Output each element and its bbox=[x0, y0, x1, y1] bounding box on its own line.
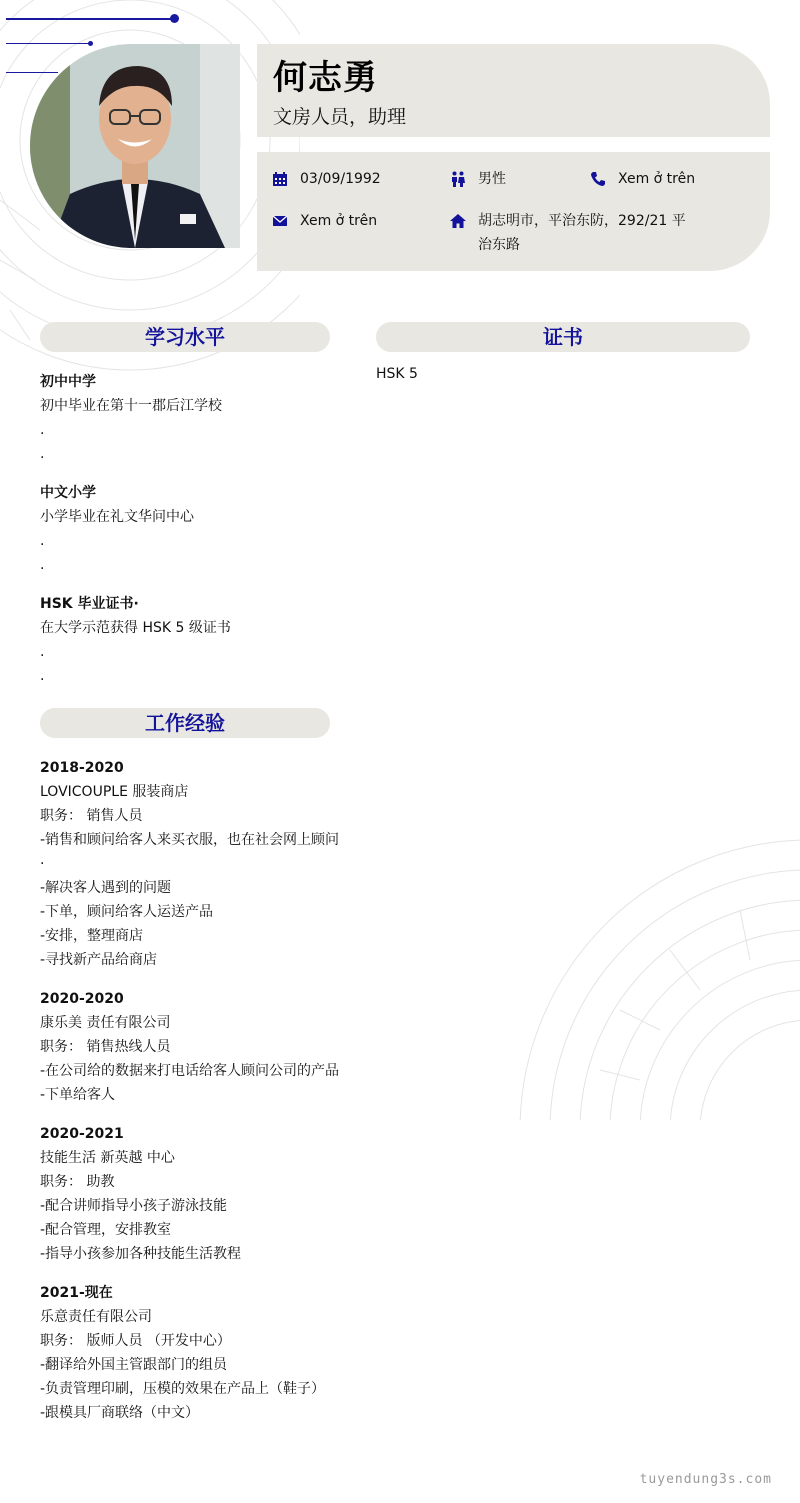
experience-entry-line: -下单，顾问给客人运送产品 bbox=[40, 904, 214, 920]
experience-entry-line: 职务： 版师人员 （开发中心） bbox=[40, 1333, 231, 1349]
experience-entry-title: 2021-现在 bbox=[40, 1285, 113, 1301]
decorative-line bbox=[6, 18, 172, 20]
experience-entry-line: 乐意责任有限公司 bbox=[40, 1309, 152, 1325]
education-entry-title: HSK 毕业证书· bbox=[40, 596, 139, 612]
envelope-icon bbox=[272, 213, 288, 229]
full-name: 何志勇 bbox=[273, 58, 378, 98]
birthday-value: 03/09/1992 bbox=[300, 171, 381, 187]
experience-entry-line: -跟模具厂商联络（中文） bbox=[40, 1405, 200, 1421]
experience-entry-line: -负责管理印刷，压模的效果在产品上（鞋子） bbox=[40, 1381, 326, 1397]
experience-entry-line: -配合讲师指导小孩子游泳技能 bbox=[40, 1198, 228, 1214]
experience-entry-line: -安排，整理商店 bbox=[40, 928, 144, 944]
education-entry-line: 初中毕业在第十一郡后江学校 bbox=[40, 398, 222, 414]
calendar-icon bbox=[272, 171, 288, 187]
email-value[interactable]: Xem ở trên bbox=[300, 213, 378, 229]
experience-entry-line: -配合管理，安排教室 bbox=[40, 1222, 172, 1238]
experience-entry-line: 技能生活 新英越 中心 bbox=[40, 1150, 175, 1166]
profile-photo bbox=[30, 44, 240, 248]
experience-entry-line: 康乐美 责任有限公司 bbox=[40, 1015, 171, 1031]
background-arc-bottomright bbox=[500, 820, 800, 1120]
experience-entry-line: -下单给客人 bbox=[40, 1087, 116, 1103]
education-entry bbox=[40, 592, 340, 688]
name-panel bbox=[257, 44, 770, 137]
experience-entry-line: -翻译给外国主管跟部门的组员 bbox=[40, 1357, 228, 1373]
education-entry bbox=[40, 370, 340, 466]
education-entry-line: . bbox=[40, 668, 45, 684]
gender-value: 男性 bbox=[478, 171, 506, 187]
experience-entry-line: LOVICOUPLE 服装商店 bbox=[40, 784, 189, 800]
decorative-dot bbox=[88, 41, 93, 46]
phone-value[interactable]: Xem ở trên bbox=[618, 171, 696, 187]
decorative-line bbox=[6, 72, 58, 73]
education-entry-line: . bbox=[40, 533, 45, 549]
experience-entry-line: 职务： 助教 bbox=[40, 1174, 115, 1190]
experience-entry-title: 2018-2020 bbox=[40, 760, 124, 776]
experience-entry-line: -寻找新产品给商店 bbox=[40, 952, 158, 968]
experience-entry-line: 职务： 销售热线人员 bbox=[40, 1039, 171, 1055]
education-list bbox=[40, 370, 340, 703]
decorative-dot bbox=[170, 14, 179, 23]
people-icon bbox=[450, 171, 466, 187]
education-entry-line: 在大学示范获得 HSK 5 级证书 bbox=[40, 620, 231, 636]
experience-entry-line: -销售和顾问给客人来买衣服，也在社会网上顾问· bbox=[40, 832, 340, 872]
experience-entry bbox=[40, 987, 340, 1107]
certificates-heading: 证书 bbox=[376, 322, 750, 352]
experience-entry bbox=[40, 756, 340, 972]
job-title: 文房人员，助理 bbox=[273, 106, 407, 128]
decorative-line bbox=[6, 43, 90, 44]
experience-entry-line: -解决客人遇到的问题 bbox=[40, 880, 172, 896]
education-entry-title: 中文小学 bbox=[40, 485, 96, 501]
experience-entry bbox=[40, 1281, 340, 1425]
education-heading: 学习水平 bbox=[40, 322, 330, 352]
experience-list bbox=[40, 756, 340, 1440]
education-entry-line: . bbox=[40, 644, 45, 660]
address-value: 胡志明市，平治东防，292/21 平治东路 bbox=[478, 213, 686, 253]
experience-entry-line: 职务： 销售人员 bbox=[40, 808, 143, 824]
education-entry-line: . bbox=[40, 422, 45, 438]
watermark: tuyendung3s.com bbox=[639, 1472, 772, 1487]
experience-entry bbox=[40, 1122, 340, 1266]
experience-entry-title: 2020-2020 bbox=[40, 991, 124, 1007]
phone-icon bbox=[590, 171, 606, 187]
experience-heading: 工作经验 bbox=[40, 708, 330, 738]
education-entry bbox=[40, 481, 340, 577]
certificates-list bbox=[376, 362, 750, 386]
education-entry-line: . bbox=[40, 557, 45, 573]
home-icon bbox=[450, 213, 466, 229]
education-entry-title: 初中中学 bbox=[40, 374, 96, 390]
experience-entry-title: 2020-2021 bbox=[40, 1126, 124, 1142]
education-entry-line: 小学毕业在礼文华问中心 bbox=[40, 509, 194, 525]
certificate-item: HSK 5 bbox=[376, 366, 418, 382]
experience-entry-line: -在公司给的数据来打电话给客人顾问公司的产品 bbox=[40, 1063, 340, 1079]
education-entry-line: . bbox=[40, 446, 45, 462]
contact-info-panel bbox=[257, 152, 770, 271]
experience-entry-line: -指导小孩参加各种技能生活教程 bbox=[40, 1246, 242, 1262]
